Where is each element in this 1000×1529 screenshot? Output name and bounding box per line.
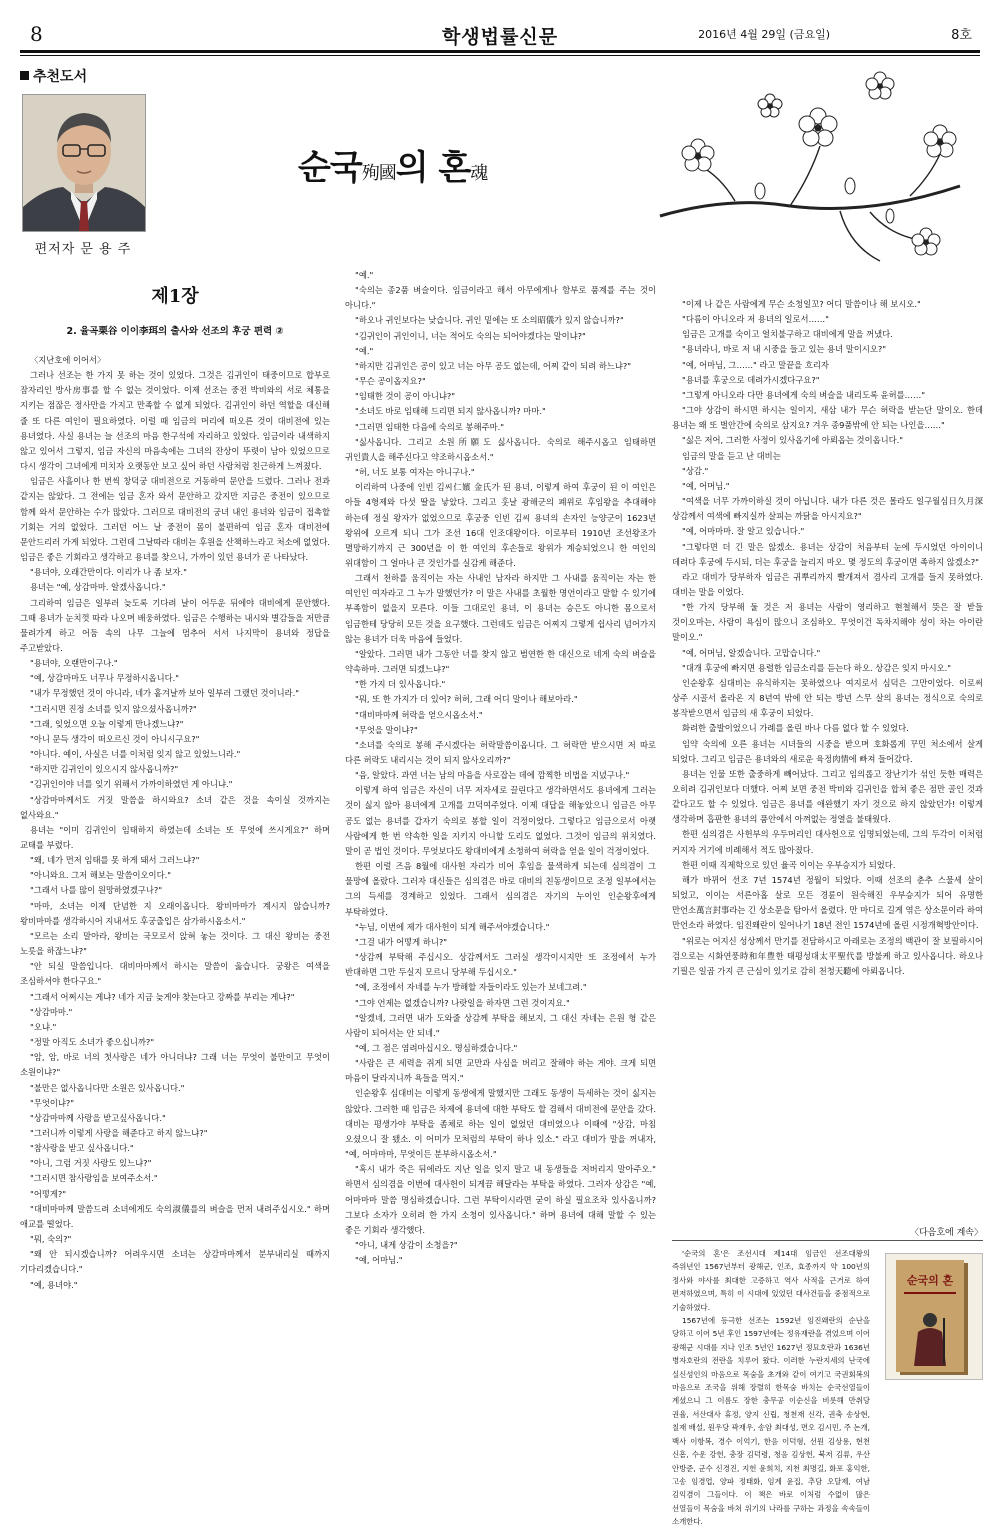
paragraph: "대개 후궁에 빠지면 용렬한 임금소리를 듣는다 하오. 상감은 잊지 마시오."	[682, 662, 952, 673]
paragraph: 용녀는 "예, 상감마마. 알겠사옵니다."	[30, 582, 166, 593]
paragraph: "예, 어마님."	[355, 1255, 403, 1266]
paragraph: "아니, 내게 상감이 소청을?"	[355, 1240, 458, 1250]
chapter-subtitle: 2. 율곡栗谷 이이李珥의 출사와 선조의 후궁 편력 ②	[66, 326, 284, 337]
paragraph: "대비마마께 말씀드려 소녀에게도 숙의淑儀를의 벼슬을 먼저 내려주십시오." 하며 애교를 떨었다.	[20, 1203, 330, 1229]
header-rule-thick	[20, 50, 980, 53]
paragraph: "오냐."	[30, 1021, 57, 1032]
paragraph: "소녀를 숙의로 봉해 주시겠다는 허락말씀이옵니다. 그 허락만 받으시면 저 따로 다른 허락도 내리시는 것이 되지 않사오리까?"	[345, 739, 656, 765]
paragraph: 라고 대비가 당부하자 임금은 귀뿌리까지 빨개져서 겸사리 고개를 들지 못하였다. 대비는 말을 이었다.	[672, 571, 983, 597]
paragraph: "소녀도 바로 임태해 드리면 되지 않사옵니까? 마마."	[355, 406, 546, 417]
paragraph: "불만은 없사옵니다만 소원은 있사옵니다."	[30, 1082, 185, 1093]
paragraph: 한편 이럴 즈음 8월에 대사헌 자리가 비어 후임을 물색하게 되는데 심의겸이 그 물망에 올랐다. 그러자 대신들은 심의겸은 바로 대비의 친동생이므로 조정 일부에서는 그의 득세를 경계하고 있었다. 그래서 심의겸은 자기의 누이인 인순왕후에게 부탁하였다.	[345, 861, 656, 917]
paragraph: "뭐, 숙의?"	[30, 1234, 72, 1245]
article-column-3	[672, 297, 983, 1222]
paragraph: "용녀라니, 바로 저 내 시중을 들고 있는 용녀 말이시오?"	[682, 344, 887, 355]
divider	[672, 1240, 983, 1241]
paragraph: "예, 어마님, 그……" 라고 말끝을 흐리자	[682, 359, 829, 370]
paragraph: "그야 언제는 없겠습니까? 나랏일을 하자면 그런 것이지요."	[355, 997, 570, 1008]
paragraph: "김귀인이야 너를 잊기 위해서 가까이하였던 게 아니냐."	[30, 779, 233, 790]
paragraph: "용녀야, 오랜만이구나."	[30, 658, 118, 669]
paragraph: 이렇게 하여 임금은 자신이 너무 저자세로 끌린다고 생각하면서도 용녀에게 그러는 것이 싫지 않아 용녀에게 고개를 끄덕여주었다. 이제 대답을 해놓았으니 임금은 아무 공도 없는 용녀를 갑자기 숙의로 봉할 일이 걱정이었다. 그렇다고 임금으로서 아랫 사람에게 한 번 약속한 일을 지키지 아니할 도리도 없었다. 그것이 임금의 위치였다. 말이 곧 법인 것이다. 무엇보다도 왕대비에게 소청하여 허락을 얻을 일이 걱정이었다.	[345, 785, 656, 856]
paragraph: "예, 어머님, 알겠습니다. 고맙습니다."	[682, 647, 821, 658]
paragraph: "무엇이냐?"	[30, 1097, 75, 1108]
paragraph: "숙의는 종2품 벼슬이다. 임금이라고 해서 아무에게나 함부로 품계를 주는 것이 아니다."	[345, 285, 656, 311]
paragraph: "이제 나 같은 사람에게 무슨 소청일꼬? 어디 말씀이나 해 보시오."	[682, 299, 921, 309]
paragraph: "내가 무정했던 것이 아니라, 네가 홑겨날까 보아 일부러 그랬던 것이니라."	[30, 688, 300, 699]
paragraph: "아니와요. 그저 해보는 말씀이오이다."	[30, 870, 172, 881]
paragraph: "용녀야, 오래간만이다. 이리가 나 좀 보자."	[30, 567, 187, 578]
paragraph: "다름이 아니오라 저 용녀의 일로서……"	[682, 314, 829, 325]
page-header	[20, 18, 980, 50]
paragraph: "예, 용녀야."	[30, 1279, 78, 1290]
newspaper-name: 학생법률신문	[441, 26, 559, 48]
paragraph: "한 가지 당부해 둘 것은 저 용녀는 사람이 영리하고 현철해서 뜻은 잘 받들 것이오마는, 사람이 욕심이 많으니 조심하오. 무엇이건 독차지해야 성이 차는 아이란 말이오."	[672, 602, 983, 643]
paragraph: "예, 그 점은 염려마십시오. 명심하겠습니다."	[355, 1042, 518, 1053]
paragraph: "사람은 큰 세력을 쥐게 되면 교만과 사심을 버리고 잘해야 하는 게야. 크게 되면 마음이 달라지니까 욕들을 먹지."	[345, 1058, 656, 1084]
paragraph: 그러나 선조는 한 가지 못 하는 것이 있었다. 그것은 김귀인이 태중이므로 합부로 잠자리인 방사房事를 할 수 없는 것이었다. 이제 선조는 중전 박비와의 서로 체통을 지키는 점잖은 정사만을 가지고 만족할 수 없게 되었다. 김귀인이 하던 역할을 대신해 줄 또 다른 여인이 필요하였다. 이럴 때 임금의 머리에 떠오른 것이 대비전에 있는 용녀였다. 사실 용녀는 늘 선조의 마음 한구석에 자리하고 있었다. 임금이라 내색하지 않고 있어서 그렇지, 임금 자신의 마음속에는 그녀의 잔상이 뚜렷이 남아 있었으므로 다시 생각이 그녀에게 미치자 오랫동안 보고 싶어 하던 사람처럼 친근하게 느껴졌다.	[20, 370, 330, 472]
paragraph: "예, 조정에서 자네를 누가 방해할 자들이라도 있는가 보네그려."	[355, 982, 587, 993]
author-caption: 편저자 문 용 주	[34, 242, 132, 257]
paragraph: "그렇다면 더 긴 말은 않겠소. 용녀는 상감이 처음부터 눈에 두시었던 아이이니 데려다 후궁에 두시되, 더는 후궁을 늘리지 마오. 몇 정도의 후궁이면 족하지 않겠소?"	[672, 541, 983, 567]
paragraph: "싫사옵니다. 그리고 소원所願도 싫사옵니다. 숙의로 해주시옵고 임태하면 귀인貴人을 해주신다고 약조하시옵소서."	[345, 436, 656, 462]
page-number: 8	[30, 22, 43, 46]
paragraph: "그야 상감이 하시면 하시는 일이지, 새삼 내가 무슨 허락을 받는단 말이오. 한데 용녀는 왜 또 벌안간에 숙의로 삼지요? 겨우 종9품밖에 안 되는 나인을……"	[672, 405, 983, 431]
paragraph: "대비마마께 허락을 얻으시옵소서."	[355, 709, 483, 720]
square-bullet-icon	[20, 71, 29, 80]
paragraph: "정말 아직도 소녀가 좋으십니까?"	[30, 1037, 155, 1048]
book-cover-rule	[904, 1292, 956, 1294]
paragraph: "그래서 나를 많이 원망하였겠구나?"	[30, 885, 163, 896]
book-cover	[896, 1260, 964, 1372]
paragraph: "허, 너도 보통 여자는 아니구나."	[355, 467, 475, 478]
paragraph: "예, 어머님."	[682, 480, 730, 491]
paragraph: "상감."	[682, 465, 709, 476]
paragraph: "그러면 임태한 다음에 숙의로 봉해주마."	[355, 421, 505, 432]
paragraph: 해가 바뀌어 선조 7년 1574년 정월이 되었다. 이때 선조의 춘추 스물세 살이 되었고, 이이는 서른아홉 살로 모든 경륜이 원숙해진 우부승지가 되어 유명한 만언소萬言封事라는 긴 상소문을 탐아서 올렸다. 만 마디로 길게 엮은 상소문이라 하여 만언소라 하였다. 임진왜란이 일어나기 18년 전인 1574년에 올린 시정개혁방안이다.	[672, 874, 983, 931]
paragraph: "하지만 김귀인은 공이 있고 너는 아무 공도 없는데, 어찌 같이 되려 하느냐?"	[355, 360, 632, 371]
paragraph: "그러니까 이렇게 사랑을 해준다고 하지 않느냐?"	[30, 1127, 208, 1138]
paragraph: 임금은 고개를 숙이고 얼치불구하고 대비에게 말을 꺼냈다.	[682, 329, 893, 340]
paragraph: "그렇게 아니오라 다만 용녀에게 숙의 벼슬을 내리도록 윤허를……"	[682, 389, 926, 400]
header-rule-thin	[20, 55, 980, 56]
paragraph: "음, 알았다. 과연 너는 남의 마음을 사로잡는 데에 깜찍한 비법을 지녔구나."	[355, 770, 630, 781]
paragraph: "그래서 어쩌시는 게냐? 네가 지금 늦게야 찾는다고 강짜를 부리는 게냐?"	[30, 991, 295, 1002]
paragraph: "임태한 것이 공이 아니냐?"	[355, 391, 456, 402]
paragraph: "싫은 저어, 그러한 사정이 있사옵기에 아뢰옵는 것이옵니다."	[682, 435, 904, 446]
paragraph: "마마, 소녀는 이제 단념한 지 오래이옵니다. 왕비마마가 계시지 않습니까? 왕비마마를 생각하시어 지내셔도 후궁출입은 삼가하시옵소서."	[20, 900, 330, 926]
paragraph: "상감마마께서도 거짓 말씀을 하시와요? 소녀 같은 것을 속이실 것까지는 없사와요."	[20, 794, 330, 820]
book-title: 순국殉國의 혼魂	[298, 148, 488, 188]
paragraph: "모르는 소리 말아라, 왕비는 국모로서 앉혀 놓는 것이다. 그 대신 왕비는 중전 노릇을 하잖느냐?"	[20, 930, 330, 957]
paragraph: "암, 암, 바로 너의 첫사랑은 네가 아니더냐? 그래 너는 무엇이 불만이고 무엇이 소원이냐?"	[20, 1052, 330, 1078]
paragraph: "예."	[355, 345, 374, 356]
author-portrait	[22, 94, 146, 232]
paragraph: 임금은 사흘이나 한 번씩 창덕궁 대비전으로 거동하여 문안을 드렸다. 그러나 전과 같지는 않았다. 그 전에는 임금 혼자 와서 문안하고 갔지만 지금은 중전이 있으므로 함께 와서 문안하는 수가 많았다. 그러므로 대비전의 궁녀 내인 용녀와 임금이 접촉할 기회는 거의 없었다. 그러던 어느 날 중전이 몸이 불편하여 임금 혼자 대비전에 문안드리러 가게 되었다. 그런데 그날따라 대비는 후원을 산책하느라고 처소에 없었다. 임금은 좋은 기회라고 생각하고 용녀를 찾으니, 가까이 있던 용녀가 곧 나타났다.	[20, 476, 330, 563]
paragraph: "그래, 잊었으면 오늘 이렇게 만나겠느냐?"	[30, 718, 184, 729]
paragraph: "참사랑을 받고 싶사옵니다."	[30, 1143, 134, 1154]
paragraph: "어떻게?"	[30, 1188, 67, 1199]
paragraph: "그걸 내가 어떻게 하니?"	[355, 936, 448, 947]
paragraph: "위로는 어지신 성상께서 만기를 전담하시고 아래로는 조정의 백관이 잘 보필하시어 검으로는 시화연풍時和年豊한 태평성대太平聖代를 방불케 하고 있사옵니다. 하오나 기필은 일곱 가지 큰 근심이 있기로 감히 천청天聽에 아뢰옵니다.	[672, 935, 983, 976]
paragraph: "왜, 네가 먼저 임태를 못 하게 돼서 그러느냐?"	[30, 855, 200, 866]
paragraph: '순국의 혼'은 조선시대 제14대 임금인 선조대왕의 즉위년인 1567년부터 광해군, 인조, 효종까지 약 100년의 정사와 야사를 최대한 고증하고 역사 사적을 근거로 하여 편저하였으며, 특히 이 시대에 있었던 대사건들을 중점적으로 기술하였다.	[672, 1249, 870, 1312]
paragraph: 용녀는 "이미 김귀인이 임태하지 하였는데 소녀는 또 무엇에 쓰시게요?" 하며 교태를 부렸다.	[20, 824, 330, 850]
paragraph: 그래서 천하를 움직이는 자는 사내인 남자라 하지만 그 사내를 움직이는 자는 한 여인인 여자라고 그 누가 말했던가? 이 말은 사내를 초월한 명언이라고 말할 수 있기에 부족함이 없을지 모른다. 이들 그대로인 용녀, 이 용녀는 승은도 아니한 몸으로서 임금한테 당당히 모든 것을 요구했다. 그런데도 임금은 어찌지 그렇게 쉽사리 넘어가지 않는 용녀가 더욱 마음에 들었다.	[345, 573, 656, 644]
article-column-2	[345, 268, 656, 1380]
paragraph: "그러시면 진정 소녀를 잊지 않으셨사옵니까?"	[30, 703, 197, 714]
paragraph: 한편 이때 직제학으로 있던 율곡 이이는 우부승지가 되었다.	[682, 859, 896, 870]
paragraph: "상감마마."	[30, 1006, 73, 1017]
article-column-1	[20, 353, 330, 1378]
book-cover-image	[885, 1253, 983, 1380]
paragraph: "예."	[355, 270, 374, 280]
chapter-heading: 제1장	[151, 286, 199, 307]
paragraph: "알았다. 그러면 내가 그동안 너를 찾지 않고 범연한 한 대신으로 네게 숙의 벼슬을 약속하마. 그러면 되겠느냐?"	[345, 648, 656, 675]
paragraph: "그러시면 참사랑임을 보여주소서."	[30, 1173, 158, 1184]
paragraph: 인순왕후 심대비는 유식하지는 못하였으나 여지로서 심덕은 그만이었다. 이로써 상주 시골서 올라온 지 8년여 밖에 안 되는 방년 스무 살의 용녀는 정식으로 숙의로 봉작받으면서 임금의 새 후궁이 되었다.	[672, 677, 983, 719]
paragraph: "안 되실 말씀입니다. 대비마마께서 하시는 말씀이 옳습니다. 궁왕은 여색을 조심하셔야 한다구요."	[20, 961, 330, 987]
paragraph: "하지만 김귀인이 있으시지 않사옵니까?"	[30, 764, 179, 775]
section-label: 추천도서	[20, 66, 87, 86]
paragraph: 〈지난호에 이어서〉	[30, 355, 106, 365]
paragraph: 한편 심의겸은 사헌부의 우두머리인 대사헌으로 임명되었는데, 그의 두각이 이처럼 커지자 거기에 비례해서 적도 많아졌다.	[672, 829, 983, 855]
paragraph: 인순왕후 심대비는 이렇게 동생에게 말했지만 그래도 동생이 득세하는 것이 싫지는 않았다. 그러한 때 임금은 차제에 용녀에 대한 부탁도 할 겸해서 대비전에 문안을 갔다. 대비는 평생가야 부탁을 좀체로 하는 일이 없었던 대비였으나 이때에 "상감, 마침 오셨으니 잘 됐소. 이 어미가 모처럼의 부탁이 하나 있소." 라고 대비가 말을 꺼내자, "예, 어마마마, 무엇이든 분부하시옵소서."	[345, 1088, 656, 1160]
paragraph: 이리하여 나중에 인빈 김씨仁嬪 金氏가 된 용녀, 이렇게 하여 후궁이 된 이 여인은 아들 4형제와 다섯 딸을 낳았다. 그리고 훗날 광해군의 폐위로 후임왕을 추대해야 하는데 정실 왕자가 없었으므로 후궁중 인빈 김씨 용녀의 손자인 능양군이 1623년 왕위에 오르게 되니 그가 조선 16대 인조대왕이다. 이로부터 1910년 조선왕조가 멸망하기까지 근 300년을 이 한 여인의 후손들로 왕위가 계승되었으니 한 여인의 위대함이 그 얼마나 큰 것인가를 실감케 해준다.	[345, 482, 656, 568]
paragraph: "한 가지 더 있사옵니다."	[355, 679, 446, 690]
paragraph: "뭐, 또 한 가지가 더 있어? 허허, 그래 어디 말이나 해보아라."	[355, 694, 578, 705]
paragraph: "하오나 귀인보다는 낮습니다. 귀인 밑에는 또 소의昭儀가 있지 않습니까?"	[355, 315, 624, 326]
paragraph: "누님, 이번에 제가 대사헌이 되게 해주셔야겠습니다."	[355, 921, 550, 932]
paragraph: "상감께 부탁해 주십시오. 상감께서도 그러실 생각이시지만 또 조정에서 누가 반대하면 그만 두실지 모르니 당부해 두십시오."	[345, 952, 656, 978]
cherry-blossom-illustration	[640, 66, 980, 266]
paragraph: "용녀를 후궁으로 데려가시겠다구요?"	[682, 374, 820, 385]
paragraph: "여색을 너무 가까이하실 것이 아닙니다. 내가 다른 것은 몰라도 일구월심日久月深 상감께서 여색에 빠지실까 살피는 까닭을 아시지요?"	[672, 496, 983, 522]
paragraph: "알겠네, 그러면 내가 도와줄 상감께 부탁을 해보지, 그 대신 자네는 은원 형 같은 사람이 되어서는 안 되네."	[345, 1012, 656, 1038]
paragraph: "무엇을 말이냐?"	[355, 724, 418, 735]
issue-date: 2016년 4월 29일 (금요일)	[698, 28, 830, 41]
paragraph: "왜 안 되시겠습니까? 어려우시면 소녀는 상감마마께서 분부내리실 때까지 기다리겠습니다."	[20, 1249, 330, 1275]
paragraph: 임약 숙의에 오른 용녀는 시녀들의 시중을 받으며 호화롭게 꾸민 처소에서 살게 되었다. 그리고 임금은 용녀와의 새로운 육정肉情에 빠져 들어갔다.	[672, 738, 983, 764]
paragraph: 그리하여 임금은 일부러 늦도록 기다려 날이 어두운 뒤에야 대비에게 문안했다. 그때 용녀가 눈치껏 따라 나오며 배웅하였다. 임금은 수행하는 내시와 별감들을 저만큼 물려가게 하고 어둠 속의 나무 그늘에 멈추어 서서 나지막이 용녀와 정답을 주고받았다.	[20, 597, 330, 653]
paragraph: 화려한 출발이었으니 가례를 올린 바나 다름 없다 할 수 있었다.	[682, 723, 909, 734]
paragraph: "김귀인이 귀인이니, 너는 적어도 숙의는 되어야겠다는 말이냐?"	[355, 330, 586, 341]
paragraph: 용녀는 인물 또한 출중하게 빼어났다. 그리고 임의롭고 장난기가 섞인 듯한 매력은 오히려 김귀인보다 더했다. 어찌 보면 중전 박비와 김귀인을 합쳐 좋은 점만 골인 것과 같다고도 할 수 있었다. 임금은 용녀를 애완했기 자기 것으로 하지 않았던가! 이렇게 생각하며 흡판한 용녀의 품안에서 아껴없는 정열을 불태웠다.	[672, 768, 983, 825]
paragraph: "무슨 공이옵지요?"	[355, 376, 426, 387]
paragraph: 임금의 말을 듣고 난 대비는	[682, 450, 781, 461]
paragraph: "상감마마께 사랑을 받고싶사옵니다."	[30, 1112, 166, 1123]
warrior-figure-icon	[910, 1310, 950, 1366]
continued-notice: 〈다음호에 계속〉	[909, 1228, 983, 1238]
issue-number: 8호	[951, 28, 972, 43]
book-intro-box	[672, 1247, 870, 1527]
paragraph: "아니, 그럼 거짓 사랑도 있느냐?"	[30, 1158, 152, 1169]
paragraph: 1567년에 등극한 선조는 1592년 임진왜란의 순난을 당하고 이어 5년 후인 1597년에는 정유재란을 겪었으며 이어 광해군 시대를 지나 인조 5년인 1627년 정묘호란과 1636년 병자호란의 전란을 치루어 왔다. 이러한 누란지세의 난국에 실신성인의 마음으로 목숨을 초개와 같이 여기고 국권회복의 마음으로 조국을 위해 장렬히 한목숨 바치는 순국선열들이 계셨으니 그 이름도 장한 충무공 이순신을 비롯해 만취당 권율, 서산대사 휴정, 양지 신립, 청천재 신각, 권축 송상현, 칠재 배설, 원우당 곽재우, 송암 최대성, 면오 김시민, 주 논개, 백사 이항복, 경수 이억기, 한음 이덕형, 선원 김상용, 현천 신흠, 수운 강헌, 충장 김덕령, 청음 김상헌, 북저 김류, 우산 안방준, 군수 신경진, 지헌 윤희치, 지천 최명길, 화포 홍익한, 고송 임경업, 양파 정태화, 임계 윤집, 추담 오달제, 여남 김익겸이 그들이다. 이 책은 바로 이처럼 수없이 많은 선열들이 목숨을 바쳐 위기의 나라를 구하는 과정을 속속들이 소개한다.	[672, 1316, 870, 1527]
paragraph: "예, 상감마마도 너무나 무정하시옵니다."	[30, 673, 180, 684]
paragraph: "혹시 내가 죽은 뒤에라도 지난 일을 잊지 말고 내 동생들을 저버리지 말아주오." 하면서 심의겸을 이번에 대사헌이 되게끔 해달라는 부탁을 하였다. 그러자 상감은 "예, 어마마마 말씀 명심하겠습니다. 그런 부탁이시라면 굳이 하실 필요조차 있사옵니까? 그보다 소자가 오히려 한 가지 소청이 있사옵니다." 하며 용녀에 대해 말할 수 있는 좋은 기회라 생각했다.	[345, 1164, 656, 1235]
book-cover-title: 순국의 혼	[906, 1274, 954, 1287]
paragraph: "예, 어마마마. 잘 알고 있습니다."	[682, 526, 805, 537]
paragraph: "아니 문득 생각이 떠오르신 것이 아니시구요?"	[30, 733, 200, 744]
paragraph: "아니다. 예이, 사실은 너를 이처럼 잊지 않고 있었느니라."	[30, 749, 241, 760]
